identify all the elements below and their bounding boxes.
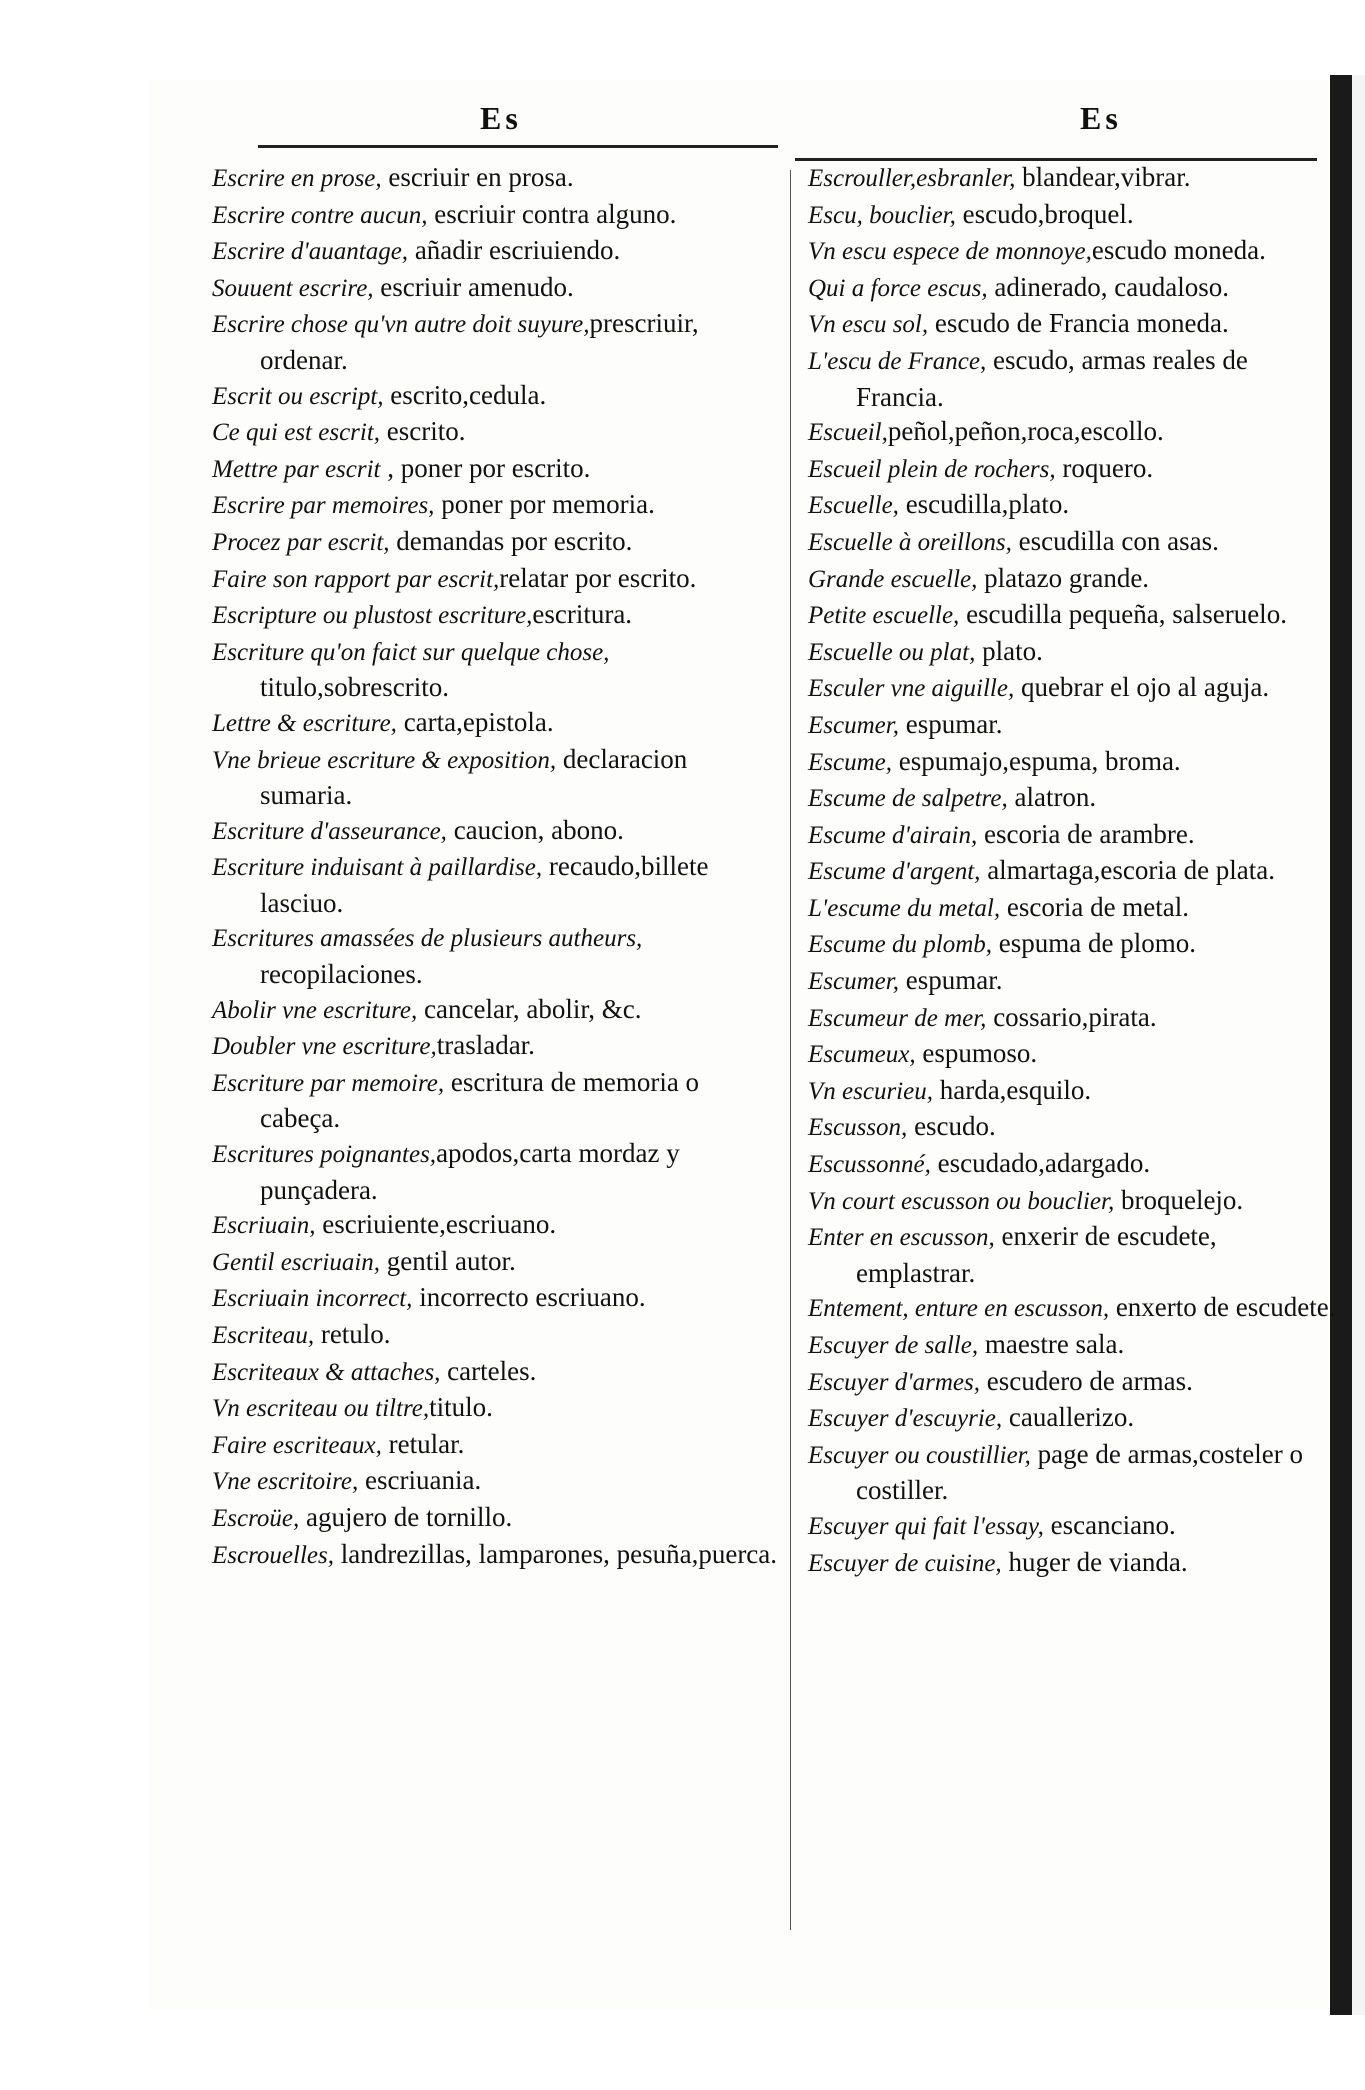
entry-headword: Escuyer d'escuyrie, (808, 1405, 1003, 1433)
entry-translation: peñol,peñon,roca,escollo. (887, 416, 1164, 447)
entry-headword: Escriture d'asseurance, (212, 817, 447, 845)
dictionary-entry (212, 634, 782, 705)
dictionary-entry (212, 306, 782, 377)
entry-translation: huger de vianda. (1001, 1546, 1188, 1577)
entry-translation: escriuir amenudo. (373, 271, 574, 302)
dictionary-entry (212, 160, 782, 197)
entry-headword: Escueil, (808, 419, 888, 447)
entry-headword: Vn escu sol, (808, 311, 929, 339)
entry-translation: escanciano. (1043, 1509, 1176, 1540)
dictionary-entry (212, 1500, 782, 1537)
dictionary-entry (808, 963, 1338, 1000)
entry-headword: Escriuain incorrect, (212, 1285, 413, 1313)
dictionary-entry (212, 1136, 782, 1207)
entry-headword: Escume d'airain, (808, 821, 978, 849)
dictionary-entry (808, 414, 1338, 451)
dictionary-entry (212, 524, 782, 561)
column-divider (790, 170, 791, 1930)
entry-headword: Grande escuelle, (808, 565, 978, 593)
entry-translation: retulo. (314, 1319, 391, 1349)
entry-translation: blandear,vibrar. (1015, 162, 1191, 192)
entry-headword: Escuelle à oreillons, (808, 528, 1012, 556)
running-header-left: Es (480, 100, 522, 136)
dictionary-entry (212, 597, 782, 634)
entry-headword: Escueil plein de rochers, (808, 455, 1056, 483)
dictionary-entry (212, 1354, 782, 1391)
entry-translation: escoria de arambre. (977, 818, 1195, 849)
dictionary-entry (212, 920, 782, 991)
entry-translation: escriuania. (358, 1465, 482, 1496)
entry-translation: escriuir en prosa. (381, 162, 574, 192)
dictionary-entry (808, 1400, 1338, 1437)
entry-headword: Escrire contre aucun, (212, 201, 428, 229)
entry-headword: Escripture ou plustost escriture, (212, 602, 533, 630)
dictionary-entry (212, 1463, 782, 1500)
running-header-right: Es (1080, 100, 1122, 136)
entry-translation: relatar por escrito. (499, 562, 697, 593)
entry-translation: agujero de tornillo. (299, 1501, 513, 1532)
entry-translation: escritura. (532, 599, 633, 630)
entry-translation: caucion, abono. (446, 814, 624, 845)
entry-translation: retular. (381, 1428, 465, 1459)
entry-headword: Escume du plomb, (808, 931, 992, 959)
entry-translation: escudilla,plato. (898, 489, 1070, 520)
entry-headword: Escuelle ou plat, (808, 638, 976, 666)
entry-translation: plato. (975, 635, 1043, 666)
dictionary-entry (808, 451, 1338, 488)
dictionary-entry (808, 1109, 1338, 1146)
entry-translation: harda,esquilo. (932, 1074, 1092, 1105)
dictionary-entry (212, 849, 782, 920)
dictionary-entry (808, 817, 1338, 854)
dictionary-entry (212, 1390, 782, 1427)
entry-translation: cancelar, abolir, &c. (417, 993, 642, 1024)
dictionary-entry (212, 197, 782, 234)
dictionary-entry (212, 1207, 782, 1244)
entry-headword: Faire escriteaux, (212, 1431, 382, 1459)
entry-headword: Enter en escusson, (808, 1224, 995, 1252)
entry-headword: Escriture qu'on faict sur quelque chose, (212, 638, 610, 666)
dictionary-entry (808, 853, 1338, 890)
entry-headword: Vn escurieu, (808, 1077, 933, 1105)
entry-headword: Escriteau, (212, 1322, 315, 1349)
entry-translation: apodos,carta mordaz y punçadera. (260, 1138, 680, 1205)
dictionary-entry (808, 670, 1338, 707)
entry-headword: Entement, enture en escusson, (808, 1295, 1110, 1323)
dictionary-entry (808, 890, 1338, 927)
entry-headword: Escriture induisant à paillardise, (212, 854, 543, 882)
entry-headword: Qui a force escus, (808, 274, 988, 302)
entry-translation: espumar. (898, 708, 1003, 739)
entry-headword: Petite escuelle, (808, 602, 960, 630)
entry-translation: quebrar el ojo al aguja. (1014, 672, 1270, 703)
dictionary-entry (808, 487, 1338, 524)
entry-translation: , poner por escrito. (380, 452, 591, 483)
dictionary-entry (212, 233, 782, 270)
dictionary-entry (212, 1280, 782, 1317)
entry-headword: Escroüe, (212, 1504, 300, 1532)
dictionary-entry (808, 197, 1338, 234)
dictionary-entry (808, 744, 1338, 781)
dictionary-entry (212, 487, 782, 524)
entry-headword: Vn court escusson ou bouclier, (808, 1187, 1115, 1215)
entry-translation: enxerto de escudete. (1109, 1292, 1336, 1323)
dictionary-entry (808, 634, 1338, 671)
dictionary-entry (212, 451, 782, 488)
dictionary-entry (808, 233, 1338, 270)
entry-translation: carta,epistola. (396, 706, 554, 737)
entry-headword: Doubler vne escriture, (212, 1033, 437, 1061)
dictionary-entry (808, 1508, 1338, 1545)
entry-translation: escudo moneda. (1091, 235, 1266, 266)
entry-headword: Escritures poignantes, (212, 1141, 437, 1169)
dictionary-entry (808, 597, 1338, 634)
entry-translation: platazo grande. (977, 562, 1150, 593)
entry-translation: escrito. (380, 416, 466, 447)
entry-headword: Escriuain, (212, 1212, 316, 1240)
dictionary-entry (808, 160, 1338, 197)
entry-headword: Escu, bouclier, (808, 201, 956, 229)
dictionary-entry (212, 414, 782, 451)
entry-headword: Escumer, (808, 968, 899, 996)
entry-headword: Escussonné, (808, 1151, 931, 1179)
entry-headword: Escusson, (808, 1114, 908, 1142)
entry-headword: Abolir vne escriture, (212, 996, 418, 1024)
entry-translation: declaracion sumaria. (260, 743, 688, 811)
header-rule-left (258, 145, 778, 148)
dictionary-entry (212, 813, 782, 850)
entry-headword: Vn escu espece de monnoye, (808, 238, 1092, 266)
entry-translation: escudilla pequeña, salseruelo. (959, 599, 1287, 630)
entry-headword: Escumeux, (808, 1041, 916, 1069)
entry-headword: Escuyer qui fait l'essay, (808, 1512, 1044, 1540)
entry-translation: alatron. (1007, 782, 1097, 813)
entry-translation: broquelejo. (1114, 1184, 1244, 1215)
entry-translation: añadir escriuiendo. (408, 235, 621, 266)
entry-translation: poner por memoria. (434, 489, 655, 520)
entry-headword: Gentil escriuain, (212, 1248, 381, 1276)
entry-headword: Escume, (808, 748, 892, 776)
entry-translation: enxerir de escudete, emplastrar. (856, 1221, 1217, 1288)
entry-translation: almartaga,escoria de plata. (980, 855, 1276, 886)
dictionary-entry (212, 705, 782, 742)
dictionary-entry (808, 1073, 1338, 1110)
entry-translation: escriuir contra alguno. (427, 198, 677, 229)
entry-headword: Lettre & escriture, (212, 709, 397, 737)
entry-headword: Ce qui est escrit, (212, 419, 381, 447)
dictionary-entry (212, 1028, 782, 1065)
entry-translation: escudo de Francia moneda. (928, 308, 1229, 339)
dictionary-entry (808, 306, 1338, 343)
entry-translation: escoria de metal. (1000, 891, 1190, 922)
dictionary-entry (808, 1000, 1338, 1037)
dictionary-entry (808, 343, 1338, 414)
dictionary-entry (212, 742, 782, 813)
entry-headword: Escrouller,esbranler, (808, 165, 1016, 192)
entry-translation: escudo,broquel. (955, 198, 1134, 229)
entry-translation: cauallerizo. (1002, 1402, 1135, 1433)
dictionary-entry (212, 561, 782, 598)
entry-translation: cossario,pirata. (986, 1001, 1157, 1032)
entry-headword: Escuelle, (808, 492, 899, 520)
entry-headword: Faire son rapport par escrit, (212, 565, 500, 593)
entry-headword: L'escu de France, (808, 347, 987, 375)
entry-headword: Mettre par escrit (212, 455, 381, 483)
entry-translation: roquero. (1055, 452, 1154, 483)
entry-translation: escritura de memoria o cabeça. (260, 1066, 700, 1134)
entry-headword: Escrire d'auantage, (212, 238, 409, 266)
entry-headword: Escume de salpetre, (808, 785, 1008, 813)
entry-translation: espumajo,espuma, broma. (892, 745, 1181, 776)
entry-translation: escudado,adargado. (930, 1148, 1151, 1179)
entry-translation: escriuiente,escriuano. (315, 1209, 557, 1240)
dictionary-entry (808, 1146, 1338, 1183)
dictionary-entry (212, 1065, 782, 1136)
entry-headword: Escumer, (808, 711, 899, 739)
entry-translation: trasladar. (436, 1030, 535, 1061)
dictionary-entry (808, 1437, 1338, 1508)
entry-headword: Escrire chose qu'vn autre doit suyure, (212, 311, 590, 339)
entry-headword: Escritures amassées de plusieurs autheurs, (212, 925, 643, 953)
dictionary-entry (808, 1545, 1338, 1582)
entry-translation: recaudo,billete lasciuo. (260, 851, 709, 918)
entry-headword: Escuyer de salle, (808, 1332, 979, 1359)
dictionary-entry (212, 1244, 782, 1281)
entry-headword: Escriture par memoire, (212, 1069, 445, 1097)
facing-page-strip (1352, 75, 1365, 2015)
entry-translation: titulo. (429, 1392, 493, 1423)
entry-headword: Procez par escrit, (212, 528, 390, 556)
entry-translation: prescriuir, ordenar. (260, 308, 699, 375)
left-column (212, 160, 782, 1573)
entry-translation: gentil autor. (380, 1245, 516, 1276)
entry-translation: titulo,sobrescrito. (260, 672, 449, 703)
entry-headword: Vn escriteau ou tiltre, (212, 1395, 430, 1423)
dictionary-entry (808, 926, 1338, 963)
entry-translation: page de armas,costeler o costiller. (856, 1438, 1304, 1506)
entry-headword: Escuyer ou coustillier, (808, 1441, 1031, 1469)
dictionary-entry (808, 1219, 1338, 1290)
entry-translation: escrito,cedula. (383, 379, 547, 410)
entry-translation: demandas por escrito. (389, 525, 633, 556)
entry-headword: Escrire en prose, (212, 165, 382, 192)
entry-headword: Vne escritoire, (212, 1468, 359, 1496)
entry-headword: Escrire par memoires, (212, 492, 435, 520)
dictionary-entry (808, 1036, 1338, 1073)
dictionary-entry (212, 270, 782, 307)
entry-headword: Escrouelles, (212, 1541, 334, 1569)
dictionary-entry (808, 707, 1338, 744)
entry-headword: Escume d'argent, (808, 858, 981, 886)
dictionary-entry (212, 1427, 782, 1464)
entry-translation: espumar. (898, 965, 1003, 996)
dictionary-entry (808, 1183, 1338, 1220)
entry-translation: recopilaciones. (260, 959, 423, 990)
entry-translation: escudo. (907, 1111, 996, 1142)
entry-translation: espuma de plomo. (992, 928, 1196, 959)
entry-headword: Escumeur de mer, (808, 1004, 987, 1032)
entry-translation: incorrecto escriuano. (412, 1282, 646, 1313)
dictionary-entry (808, 1327, 1338, 1364)
dictionary-entry (808, 1364, 1338, 1401)
dictionary-entry (808, 270, 1338, 307)
entry-translation: maestre sala. (978, 1329, 1125, 1359)
dictionary-entry (212, 1537, 782, 1574)
entry-headword: Escriteaux & attaches, (212, 1358, 441, 1386)
dictionary-entry (808, 561, 1338, 598)
dictionary-entry (808, 524, 1338, 561)
entry-translation: landrezillas, lamparones, pesuña,puerca. (333, 1538, 778, 1569)
entry-headword: Escuyer de cuisine, (808, 1549, 1002, 1577)
entry-headword: Escuyer d'armes, (808, 1368, 980, 1396)
entry-headword: L'escume du metal, (808, 894, 1001, 922)
entry-translation: escudero de armas. (979, 1365, 1193, 1396)
dictionary-entry (808, 780, 1338, 817)
dictionary-entry (212, 1317, 782, 1354)
entry-translation: escudo, armas reales de Francia. (856, 344, 1248, 412)
dictionary-entry (808, 1290, 1338, 1327)
dictionary-entry (212, 378, 782, 415)
entry-headword: Souuent escrire, (212, 274, 374, 302)
entry-translation: escudilla con asas. (1011, 525, 1219, 556)
entry-headword: Vne brieue escriture & exposition, (212, 746, 557, 774)
dictionary-entry (212, 992, 782, 1029)
entry-headword: Escrit ou escript, (212, 382, 384, 410)
entry-translation: carteles. (440, 1355, 537, 1386)
right-column (808, 160, 1338, 1581)
entry-translation: adinerado, caudaloso. (987, 271, 1229, 302)
entry-headword: Esculer vne aiguille, (808, 675, 1015, 703)
entry-translation: espumoso. (915, 1038, 1038, 1069)
